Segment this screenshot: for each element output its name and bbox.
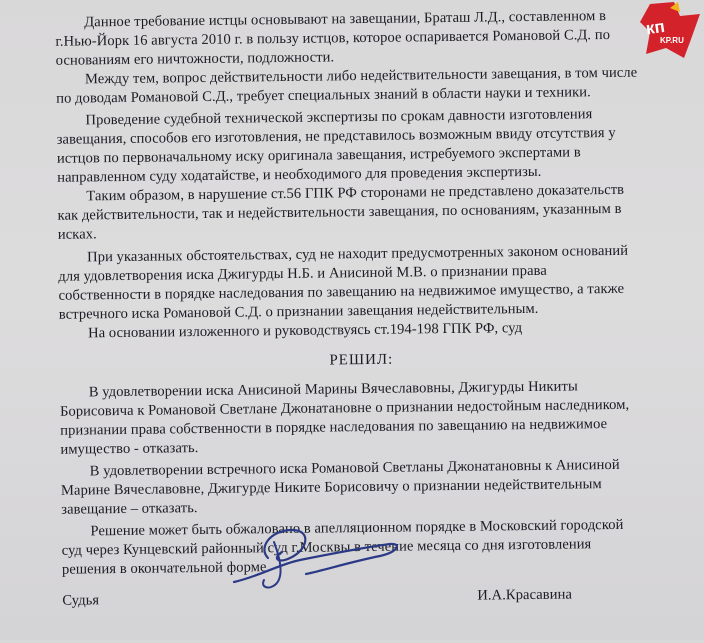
text-line: г.Нью-Йорк 16 августа 2010 г. в пользу истцов, которое оспаривается Романовой С.Д. по	[55, 26, 611, 50]
signature-stroke	[234, 544, 397, 582]
kp-logo	[640, 2, 702, 60]
text-line: истцов по первоначальному иску оригинала завещания, истребуемого экспертами в	[56, 144, 581, 167]
text-line: суд через Кунцевский районный суд г.Москвы в течение месяца со дня изготовления	[61, 536, 592, 559]
text-line: признании права собственности в порядке наследования по завещанию на недвижимое	[60, 416, 608, 439]
signature-stroke	[264, 530, 305, 560]
text-line: по доводам Романовой С.Д., требует специальных знаний в области науки и техники.	[56, 84, 591, 107]
text-line: На основании изложенного и руководствуясь ст.194-198 ГПК РФ, суд	[87, 320, 523, 342]
judge-name: И.А.Красавина	[477, 586, 573, 604]
text-line: встречного иска Романовой С.Д. о признании завещания недействительным.	[58, 300, 539, 323]
text-line: В удовлетворении встречного иска Романовой Светланы Джонатановны к Анисиной	[89, 456, 620, 480]
text-line: исках.	[57, 226, 97, 243]
signature-stroke	[263, 542, 280, 587]
text-line: Проведение судебной технической экспертизы по срокам давности изготовления	[85, 106, 593, 129]
text-line: Таким образом, в нарушение ст.56 ГПК РФ сторонами не представлено доказательств	[86, 181, 625, 205]
text-line: как действительности, так и недействительности завещания, по основаниям, указанным в	[57, 200, 622, 224]
text-line: Данное требование истцы основывают на завещании, Браташ Л.Д., составленном в	[84, 8, 607, 31]
text-line: Между тем, вопрос действительности либо недействительности завещания, в том числе	[84, 64, 638, 88]
text-line: направленном суду ходатайстве, и необходимого для проведения экспертизы.	[57, 163, 542, 186]
judge-signature	[230, 518, 415, 598]
kp-logo-domain: KP.RU	[660, 36, 684, 45]
text-line: В удовлетворении иска Анисиной Марины Вячеславовны, Джигурды Никиты	[88, 378, 578, 401]
kp-logo-label: кп	[644, 16, 666, 39]
text-line: имущество - отказать.	[60, 440, 199, 458]
text-line: Марине Вячеславовне, Джигурде Никите Борисовичу о признании недействительным	[60, 476, 602, 499]
text-line: для удовлетворения иска Джигурды Н.Б. и Анисиной М.В. о признании права	[58, 262, 547, 285]
text-line: Борисовича к Романовой Светлане Джонатановне о признании недостойным наследником,	[59, 396, 630, 420]
text-line: Решение может быть обжаловано в апелляционном порядке в Московский городской	[90, 516, 624, 540]
text-line: решения в окончательной форме.	[61, 559, 271, 578]
text-line: завещание – отказать.	[61, 500, 198, 518]
text-line: завещания, способов его изготовления, не представилось возможным ввиду отсутствия у	[56, 124, 616, 148]
text-line: основаниям его ничтожности, подложности.	[55, 49, 335, 69]
judge-label: Судья	[62, 592, 100, 609]
text-line: При указанных обстоятельствах, суд не находит предусмотренных законом оснований	[87, 242, 629, 266]
decision-heading: РЕШИЛ:	[329, 351, 394, 369]
text-line: собственности в порядке наследования по завещанию на недвижимое имущество, а также	[58, 280, 625, 304]
